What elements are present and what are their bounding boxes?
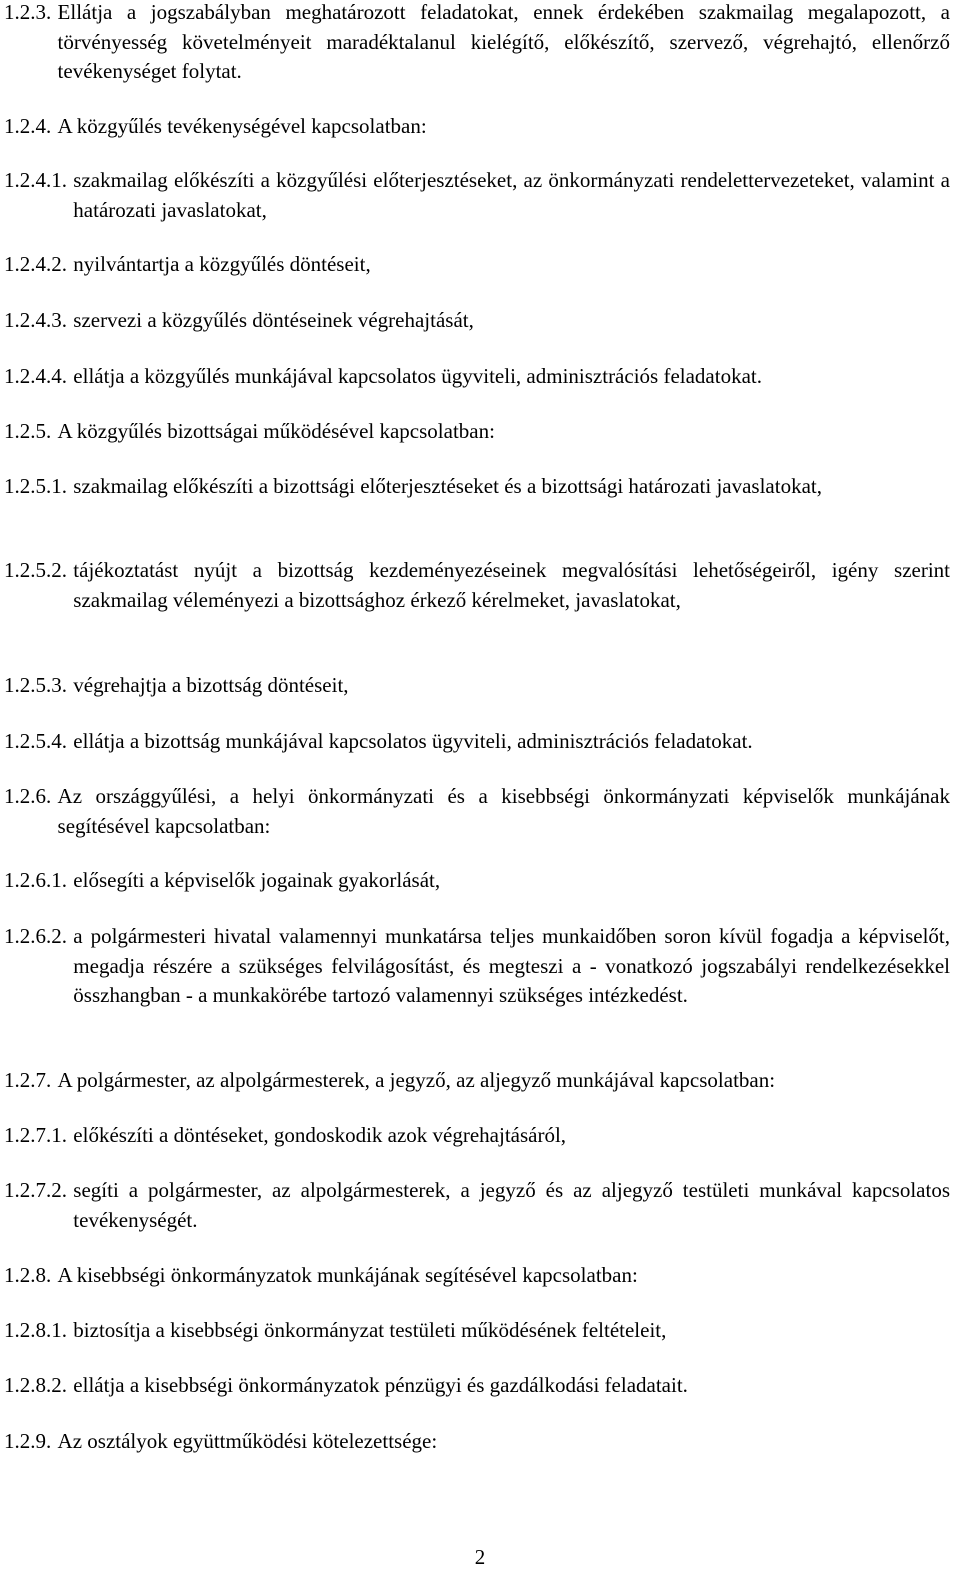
section-1-2-5-1	[4, 472, 950, 502]
item-text: végrehajtja a bizottság döntéseit,	[73, 673, 349, 697]
item-number: 1.2.6.1.	[4, 868, 67, 892]
item-number: 1.2.5.1.	[4, 474, 67, 498]
item-text: A közgyűlés tevékenységével kapcsolatban:	[57, 114, 427, 138]
item-number: 1.2.5.2.	[4, 558, 67, 582]
item-number: 1.2.8.1.	[4, 1318, 67, 1342]
item-text: nyilvántartja a közgyűlés döntéseit,	[73, 252, 371, 276]
item-text: ellátja a bizottság munkájával kapcsolatos ügyviteli, adminisztrációs feladatokat.	[73, 729, 753, 753]
item-text: ellátja a közgyűlés munkájával kapcsolatos ügyviteli, adminisztrációs feladatokat.	[73, 364, 762, 388]
section-1-2-9	[4, 1427, 950, 1457]
item-number: 1.2.8.2.	[4, 1373, 67, 1397]
item-text: A közgyűlés bizottságai működésével kapcsolatban:	[57, 419, 495, 443]
item-text: A kisebbségi önkormányzatok munkájának segítésével kapcsolatban:	[57, 1263, 638, 1287]
item-text: segíti a polgármester, az alpolgármesterek, a jegyző és az aljegyző testületi munkával kapcsolatos tevékenységét.	[73, 1178, 950, 1232]
item-number: 1.2.4.3.	[4, 308, 67, 332]
item-text: szakmailag előkészíti a közgyűlési előterjesztéseket, az önkormányzati rendelettervezeteket, valamint a határozati javaslatokat,	[73, 168, 950, 222]
item-text: biztosítja a kisebbségi önkormányzat testületi működésének feltételeit,	[73, 1318, 667, 1342]
item-number: 1.2.8.	[4, 1263, 52, 1287]
item-text: szakmailag előkészíti a bizottsági előterjesztéseket és a bizottsági határozati javaslatokat,	[73, 474, 822, 498]
item-text: A polgármester, az alpolgármesterek, a jegyző, az aljegyző munkájával kapcsolatban:	[57, 1068, 776, 1092]
item-text: ellátja a kisebbségi önkormányzatok pénzügyi és gazdálkodási feladatait.	[73, 1373, 688, 1397]
item-number: 1.2.5.4.	[4, 729, 67, 753]
section-1-2-5-2	[4, 556, 950, 615]
item-number: 1.2.7.2.	[4, 1178, 67, 1202]
item-text: tájékoztatást nyújt a bizottság kezdeményezéseinek megvalósítási lehetőségeiről, igény szerint szakmailag véleményezi a bizottsághoz érkező kérelmeket, javaslatokat,	[73, 558, 950, 612]
item-number: 1.2.6.	[4, 784, 52, 808]
item-number: 1.2.5.	[4, 419, 52, 443]
section-1-2-6	[4, 782, 950, 841]
section-1-2-4-3	[4, 306, 950, 336]
item-text: Az osztályok együttműködési kötelezettsége:	[57, 1429, 438, 1453]
item-text: Az országgyűlési, a helyi önkormányzati és a kisebbségi önkormányzati képviselők munkájának segítésével kapcsolatban:	[57, 784, 950, 838]
item-number: 1.2.3.	[4, 0, 52, 24]
section-1-2-8	[4, 1261, 950, 1291]
section-1-2-5-3	[4, 671, 950, 701]
item-text: a polgármesteri hivatal valamennyi munkatársa teljes munkaidőben soron kívül fogadja a képviselőt, megadja részére a szükséges felvilágosítást, és megteszi a - vonatkozó jogszabályi rendelkezésekkel összhangban - a munkakörébe tartozó valamennyi szükséges intézkedést.	[73, 924, 950, 1007]
item-number: 1.2.6.2.	[4, 924, 67, 948]
section-1-2-7-1	[4, 1121, 950, 1151]
item-text: előkészíti a döntéseket, gondoskodik azok végrehajtásáról,	[73, 1123, 567, 1147]
item-number: 1.2.4.2.	[4, 252, 67, 276]
item-number: 1.2.7.	[4, 1068, 52, 1092]
item-number: 1.2.5.3.	[4, 673, 67, 697]
section-1-2-5-4	[4, 727, 950, 757]
item-number: 1.2.9.	[4, 1429, 52, 1453]
section-1-2-4-4	[4, 362, 950, 392]
page-number: 2	[474, 1545, 486, 1569]
section-1-2-6-1	[4, 866, 950, 896]
section-1-2-6-2	[4, 922, 950, 1011]
item-text: Ellátja a jogszabályban meghatározott feladatokat, ennek érdekében szakmailag megalapozott, a törvényesség követelményeit maradéktalanul kielégítő, előkészítő, szervező, végrehajtó, ellenőrző tevékenységet folytat.	[57, 0, 950, 83]
item-number: 1.2.4.4.	[4, 364, 67, 388]
section-1-2-4	[4, 112, 950, 142]
item-text: elősegíti a képviselők jogainak gyakorlását,	[73, 868, 441, 892]
item-number: 1.2.4.	[4, 114, 52, 138]
section-1-2-8-1	[4, 1316, 950, 1346]
item-number: 1.2.7.1.	[4, 1123, 67, 1147]
section-1-2-7-2	[4, 1176, 950, 1235]
item-number: 1.2.4.1.	[4, 168, 67, 192]
section-1-2-7	[4, 1066, 950, 1096]
item-text: szervezi a közgyűlés döntéseinek végrehajtását,	[73, 308, 474, 332]
section-1-2-4-2	[4, 250, 950, 280]
section-1-2-4-1	[4, 166, 950, 225]
section-1-2-5	[4, 417, 950, 447]
section-1-2-8-2	[4, 1371, 950, 1401]
section-1-2-3	[4, 0, 950, 87]
